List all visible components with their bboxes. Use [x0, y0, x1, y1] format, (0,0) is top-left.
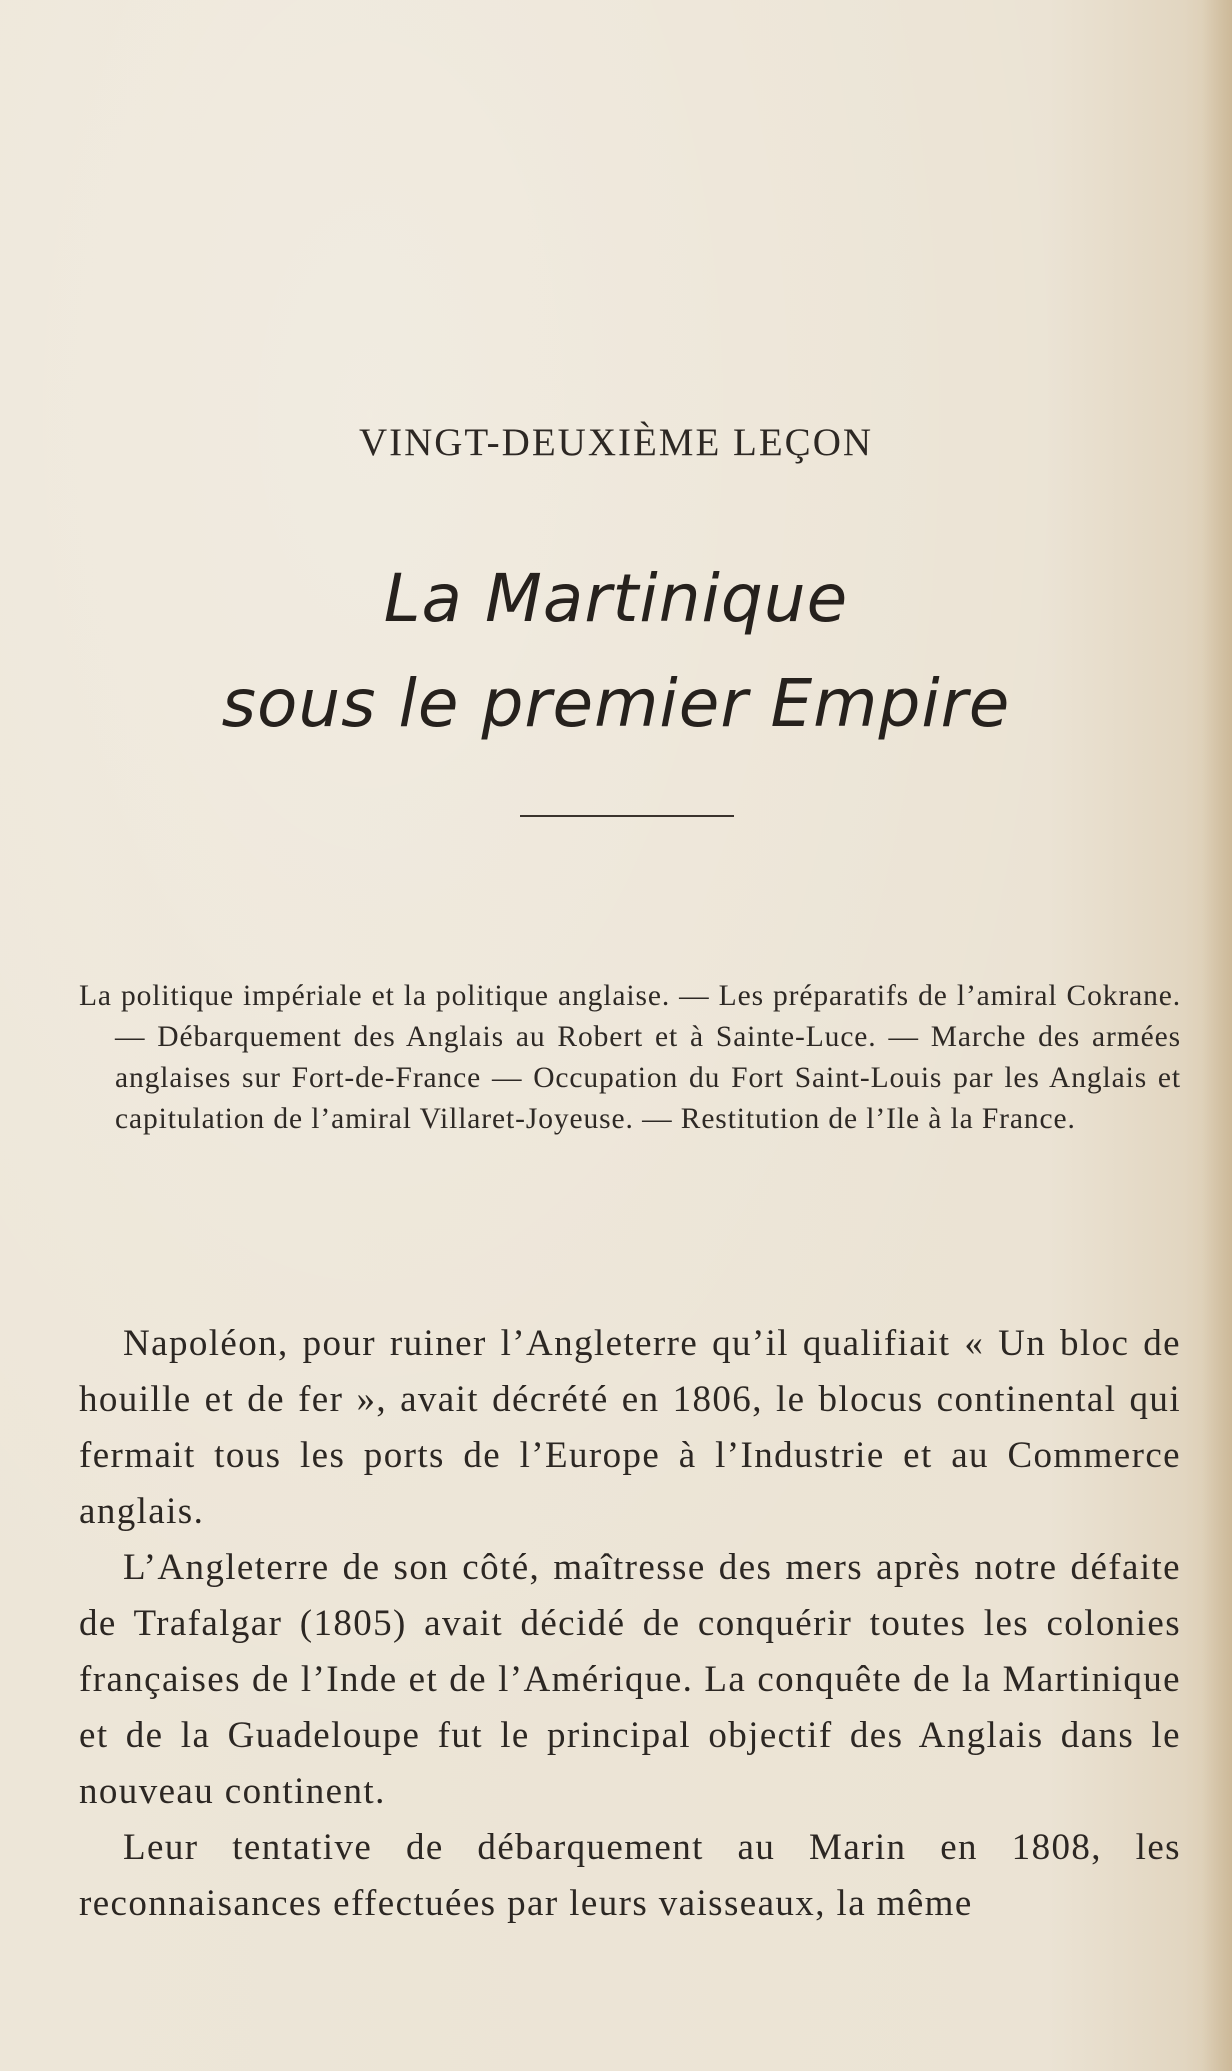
body-paragraph-1: Napoléon, pour ruiner l’Angleterre qu’il qualifiait « Un bloc de houille et de fer », avait décrété en 1806, le blocus continental qui fermait tous les ports de l’Europe à l’Industrie et au Commerce anglais. — [79, 1323, 1181, 1532]
body-paragraph-2: L’Angleterre de son côté, maîtresse des mers après notre défaite de Trafalgar (1805) avait décidé de conquérir toutes les colonies françaises de l’Inde et de l’Amérique. La conquête de la Martinique et de la Guadeloupe fut le principal objectif des Anglais dans le nouveau continent. — [79, 1547, 1181, 1812]
body-paragraph-3: Leur tentative de débarquement au Marin en 1808, les reconnaisances effectuées par leurs vaisseaux, la même — [79, 1827, 1181, 1924]
chapter-summary: La politique impériale et la politique anglaise. — Les préparatifs de l’amiral Cokrane. — Débarquement des Anglais au Robert et à Sainte-Luce. — Marche des armées anglaises sur Fort-de-France — Occupation du Fort Saint-Louis par les Anglais et capitulation de l’amiral Villaret-Joyeuse. — Restitution de l’Ile à la France. — [79, 980, 1181, 1135]
chapter-title-line-1: La Martinique — [383, 560, 849, 637]
title-divider — [520, 815, 734, 817]
body-text — [79, 1316, 1181, 1932]
page-edge-shadow — [1202, 0, 1232, 2071]
lesson-heading: VINGT-DEUXIÈME LEÇON — [358, 421, 874, 464]
chapter-title-line-2: sous le premier Empire — [221, 665, 1011, 742]
